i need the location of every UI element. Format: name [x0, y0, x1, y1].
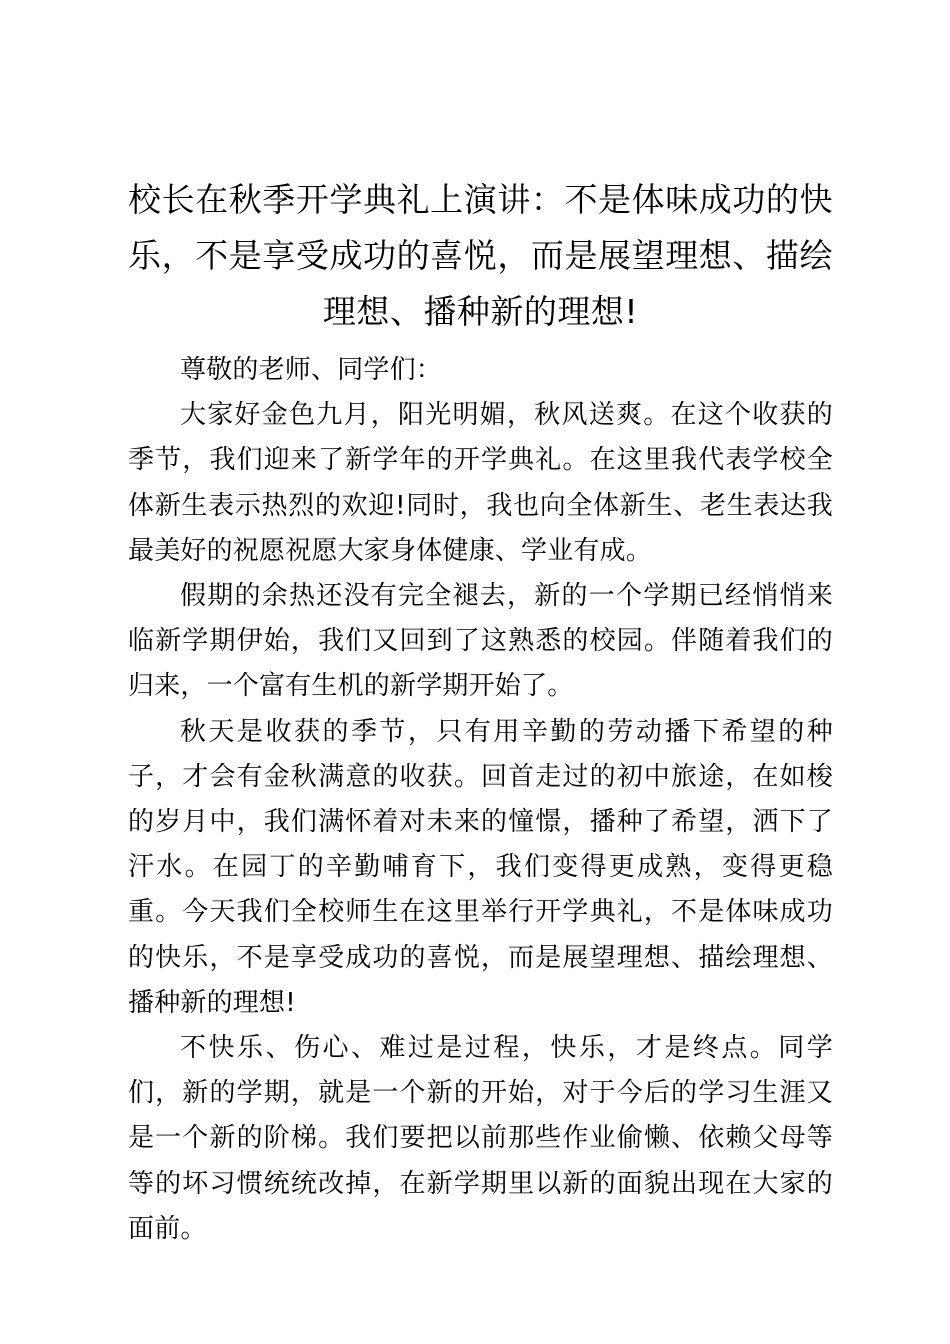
paragraph: 假期的余热还没有完全褪去，新的一个学期已经悄悄来临新学期伊始，我们又回到了这熟悉的校园。伴随着我们的归来，一个富有生机的新学期开始了。 — [128, 581, 833, 702]
document-content — [128, 172, 833, 1252]
salutation: 尊敬的老师、同学们： — [180, 355, 443, 385]
document-title: 校长在秋季开学典礼上演讲：不是体味成功的快乐，不是享受成功的喜悦，而是展望理想、描绘理想、播种新的理想! — [128, 180, 833, 331]
paragraph: 秋天是收获的季节，只有用辛勤的劳动播下希望的种子，才会有金秋满意的收获。回首走过的初中旅途，在如梭的岁月中，我们满怀着对未来的憧憬，播种了希望，洒下了汗水。在园丁的辛勤哺育下，我们变得更成熟，变得更稳重。今天我们全校师生在这里举行开学典礼，不是体味成功的快乐，不是享受成功的喜悦，而是展望理想、描绘理想、播种新的理想! — [128, 716, 833, 1018]
document-body — [128, 348, 833, 1252]
paragraph: 大家好金色九月，阳光明媚，秋风送爽。在这个收获的季节，我们迎来了新学年的开学典礼。在这里我代表学校全体新生表示热烈的欢迎!同时，我也向全体新生、老生表达我最美好的祝愿祝愿大家身体健康、学业有成。 — [128, 400, 833, 566]
paragraph: 不快乐、伤心、难过是过程，快乐，才是终点。同学们，新的学期，就是一个新的开始，对于今后的学习生涯又是一个新的阶梯。我们要把以前那些作业偷懒、依赖父母等等的坏习惯统统改掉，在新学期里以新的面貌出现在大家的面前。 — [128, 1033, 833, 1244]
